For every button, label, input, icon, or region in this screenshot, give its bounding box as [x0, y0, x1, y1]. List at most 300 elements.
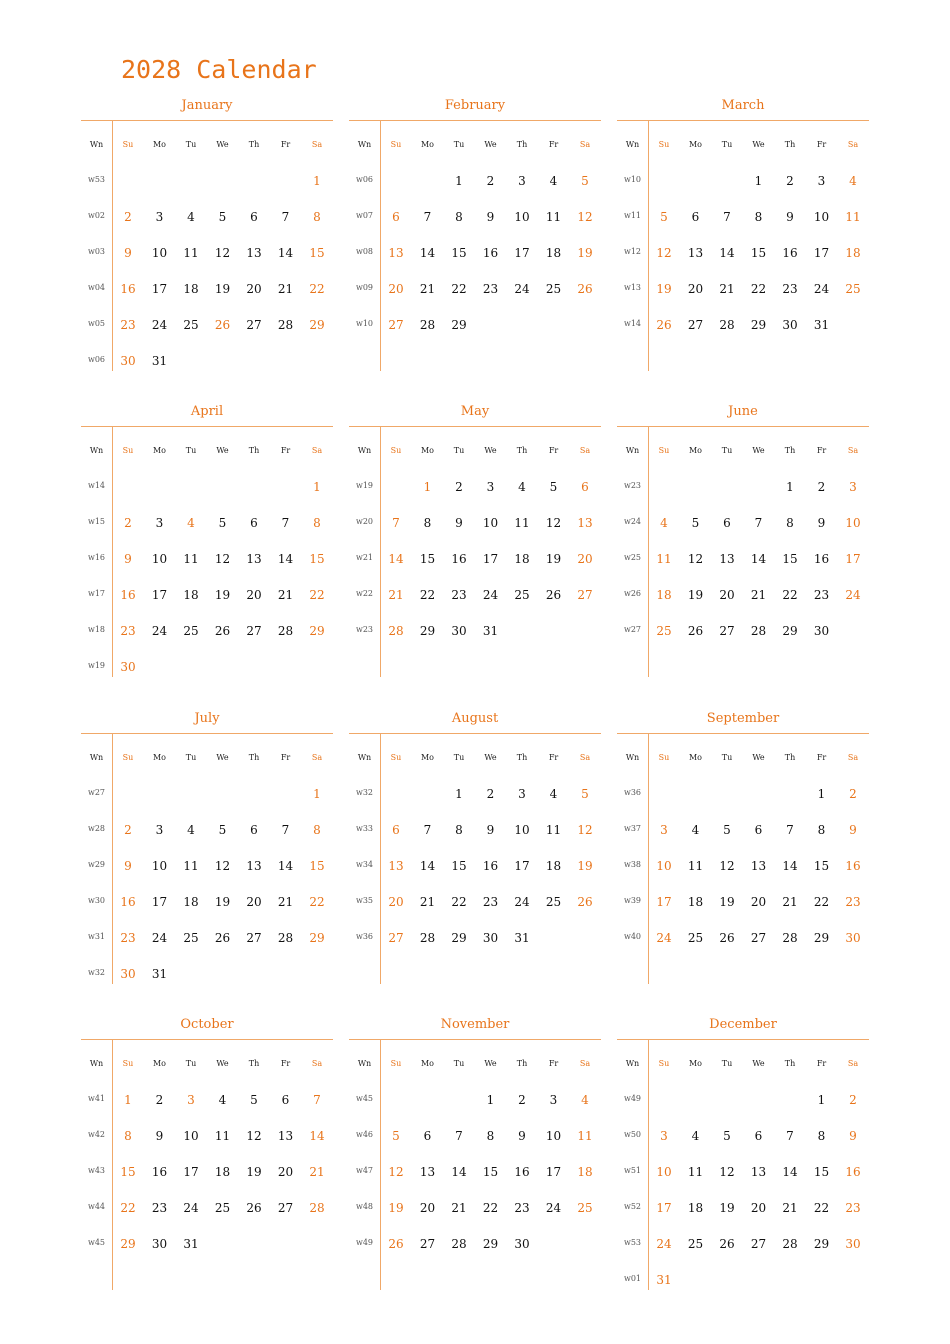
weekday-label: We: [752, 753, 765, 762]
day-cell: 2: [786, 174, 794, 188]
day-cell: 10: [482, 516, 499, 530]
day-cell: 9: [786, 210, 794, 224]
week-row: [349, 1200, 601, 1236]
day-cell: 22: [813, 895, 830, 909]
day-cell: 25: [656, 624, 672, 638]
week-row: [81, 930, 333, 966]
day-cell: 3: [660, 1129, 668, 1143]
week-row: [617, 1200, 869, 1236]
day-cell: 14: [277, 552, 294, 566]
week-number: w05: [87, 319, 106, 328]
day-cell: 30: [845, 1237, 861, 1251]
weekday-label: Mo: [152, 446, 166, 455]
month-name: October: [180, 1017, 234, 1032]
day-cell: 22: [750, 282, 767, 296]
day-cell: 23: [120, 318, 136, 332]
day-cell: 26: [656, 318, 672, 332]
day-cell: 17: [151, 282, 168, 296]
weekday-label: Wn: [89, 446, 104, 455]
day-cell: 14: [750, 552, 767, 566]
day-cell: 19: [246, 1165, 262, 1179]
weekday-label: We: [216, 1059, 229, 1068]
day-cell: 21: [388, 588, 404, 602]
day-cell: 22: [309, 588, 325, 602]
weekday-label: Fr: [816, 140, 827, 149]
day-cell: 25: [183, 624, 199, 638]
week-number: w27: [623, 625, 642, 634]
week-number: w22: [355, 589, 374, 598]
day-cell: 10: [151, 859, 168, 873]
day-cell: 31: [514, 931, 530, 945]
week-row: [349, 587, 601, 623]
weekday-label: Su: [658, 753, 670, 762]
header-rule: [617, 120, 869, 121]
week-row: [81, 1092, 333, 1128]
day-cell: 19: [577, 246, 593, 260]
day-cell: 18: [845, 246, 861, 260]
day-cell: 7: [786, 1129, 794, 1143]
day-cell: 9: [486, 823, 495, 837]
weekday-label: Sa: [847, 1059, 859, 1068]
day-cell: 25: [545, 895, 562, 909]
day-cell: 27: [750, 1237, 767, 1251]
day-cell: 15: [782, 552, 798, 566]
day-cell: 26: [214, 931, 231, 945]
week-number: w16: [87, 553, 106, 562]
weekday-label: Su: [390, 1059, 402, 1068]
day-cell: 6: [581, 480, 589, 494]
day-cell: 8: [124, 1129, 132, 1143]
week-row: [81, 515, 333, 551]
week-row: [617, 245, 869, 281]
weekday-label: Su: [122, 140, 134, 149]
weekday-label: Th: [516, 446, 528, 455]
week-row: [349, 281, 601, 317]
month-december: [617, 1017, 869, 1307]
day-cell: 8: [817, 1129, 826, 1143]
day-cell: 28: [277, 931, 294, 945]
day-cell: 19: [214, 895, 231, 909]
weekday-label: Wn: [625, 753, 640, 762]
weekday-label: Wn: [625, 446, 640, 455]
week-number: w41: [87, 1094, 106, 1103]
week-row: [349, 822, 601, 858]
day-cell: 11: [183, 246, 199, 260]
weekday-label: Th: [516, 753, 528, 762]
week-number: w51: [623, 1166, 642, 1175]
week-row: [617, 623, 869, 659]
day-cell: 6: [250, 516, 258, 530]
day-cell: 11: [545, 210, 562, 224]
week-number: w15: [87, 517, 106, 526]
day-cell: 11: [545, 823, 562, 837]
day-cell: 10: [514, 210, 530, 224]
day-cell: 12: [214, 552, 231, 566]
month-july: [81, 711, 333, 1001]
weekday-label: Mo: [688, 140, 702, 149]
weekday-header: [617, 137, 869, 173]
day-cell: 14: [419, 246, 436, 260]
day-cell: 25: [545, 282, 562, 296]
weekday-label: Wn: [89, 140, 104, 149]
week-number: w26: [623, 589, 642, 598]
week-row: [617, 515, 869, 551]
day-cell: 15: [120, 1165, 136, 1179]
day-cell: 15: [309, 859, 325, 873]
month-name: August: [451, 711, 499, 726]
month-october: [81, 1017, 333, 1307]
day-cell: 28: [277, 624, 294, 638]
month-name: May: [460, 404, 490, 419]
weekday-label: Fr: [548, 1059, 559, 1068]
day-cell: 29: [782, 624, 798, 638]
day-cell: 11: [577, 1129, 593, 1143]
weekday-label: Mo: [152, 1059, 166, 1068]
day-cell: 7: [313, 1093, 321, 1107]
day-cell: 16: [451, 552, 467, 566]
weekday-label: We: [216, 753, 229, 762]
day-cell: 20: [246, 895, 262, 909]
day-cell: 26: [719, 1237, 735, 1251]
week-row: [349, 317, 601, 353]
week-number: w43: [87, 1166, 106, 1175]
day-cell: 20: [388, 895, 404, 909]
day-cell: 26: [246, 1201, 262, 1215]
day-cell: 2: [155, 1093, 164, 1107]
week-row: [81, 209, 333, 245]
day-cell: 7: [455, 1129, 463, 1143]
day-cell: 21: [419, 282, 436, 296]
week-number: w06: [87, 355, 106, 364]
weekday-label: Tu: [721, 1059, 733, 1068]
day-cell: 16: [482, 859, 499, 873]
weekday-label: Su: [658, 1059, 670, 1068]
header-rule: [81, 733, 333, 734]
day-cell: 13: [246, 859, 262, 873]
day-cell: 21: [309, 1165, 325, 1179]
week-number: w18: [87, 625, 106, 634]
day-cell: 24: [183, 1201, 199, 1215]
day-cell: 21: [719, 282, 735, 296]
month-november: [349, 1017, 601, 1307]
weekday-label: Tu: [185, 753, 197, 762]
day-cell: 16: [782, 246, 798, 260]
day-cell: 1: [786, 480, 794, 494]
day-cell: 21: [451, 1201, 467, 1215]
day-cell: 19: [719, 895, 735, 909]
week-row: [617, 317, 869, 353]
month-name: December: [709, 1017, 777, 1032]
day-cell: 7: [281, 516, 290, 530]
week-number: w44: [87, 1202, 106, 1211]
week-number: w39: [623, 896, 642, 905]
day-cell: 12: [545, 516, 562, 530]
day-cell: 2: [124, 823, 132, 837]
day-cell: 21: [277, 588, 294, 602]
day-cell: 1: [313, 174, 321, 188]
weekday-label: Th: [516, 1059, 528, 1068]
weekday-label: Fr: [816, 446, 827, 455]
month-name: November: [440, 1017, 510, 1032]
day-cell: 31: [151, 354, 168, 368]
day-cell: 19: [656, 282, 672, 296]
month-march: [617, 98, 869, 388]
day-cell: 22: [782, 588, 798, 602]
day-cell: 1: [817, 787, 826, 801]
day-cell: 14: [277, 246, 294, 260]
day-cell: 3: [549, 1093, 558, 1107]
week-number: w12: [623, 247, 642, 256]
day-cell: 6: [250, 823, 258, 837]
weekday-label: Tu: [453, 753, 465, 762]
weekday-header: [81, 137, 333, 173]
week-row: [349, 515, 601, 551]
day-cell: 18: [514, 552, 530, 566]
day-cell: 5: [218, 210, 227, 224]
weekday-label: Th: [516, 140, 528, 149]
weekday-label: Tu: [453, 446, 465, 455]
day-cell: 3: [486, 480, 495, 494]
weekday-label: Tu: [185, 140, 197, 149]
weekday-label: Su: [122, 753, 134, 762]
day-cell: 4: [549, 787, 558, 801]
weekday-label: We: [752, 446, 765, 455]
day-cell: 20: [577, 552, 593, 566]
day-cell: 3: [817, 174, 826, 188]
day-cell: 30: [151, 1237, 168, 1251]
day-cell: 26: [214, 624, 231, 638]
day-cell: 14: [388, 552, 404, 566]
day-cell: 27: [246, 318, 262, 332]
week-row: [349, 551, 601, 587]
day-cell: 16: [120, 895, 136, 909]
day-cell: 5: [723, 1129, 731, 1143]
day-cell: 31: [656, 1273, 672, 1287]
week-row: [81, 659, 333, 695]
day-cell: 29: [451, 931, 467, 945]
day-cell: 6: [691, 210, 700, 224]
day-cell: 22: [451, 282, 467, 296]
day-cell: 10: [845, 516, 861, 530]
day-cell: 7: [723, 210, 731, 224]
week-number: w20: [355, 517, 374, 526]
day-cell: 17: [656, 1201, 672, 1215]
day-cell: 5: [581, 787, 589, 801]
day-cell: 6: [754, 823, 763, 837]
day-cell: 20: [750, 895, 767, 909]
day-cell: 10: [545, 1129, 562, 1143]
day-cell: 2: [455, 480, 463, 494]
day-cell: 10: [151, 552, 168, 566]
day-cell: 8: [455, 210, 463, 224]
weekday-label: Th: [248, 446, 260, 455]
weekday-label: Sa: [579, 753, 591, 762]
week-number: w03: [87, 247, 106, 256]
day-cell: 31: [183, 1237, 199, 1251]
day-cell: 18: [183, 588, 199, 602]
day-cell: 23: [845, 1201, 861, 1215]
day-cell: 29: [813, 931, 830, 945]
day-cell: 14: [419, 859, 436, 873]
week-number: w17: [87, 589, 106, 598]
page-title: 2028 Calendar: [121, 55, 317, 84]
day-cell: 8: [754, 210, 763, 224]
day-cell: 1: [455, 174, 463, 188]
day-cell: 30: [120, 660, 136, 674]
weekday-label: Fr: [280, 1059, 291, 1068]
week-number: w23: [355, 625, 374, 634]
week-number: w49: [355, 1238, 374, 1247]
day-cell: 5: [581, 174, 589, 188]
day-cell: 13: [719, 552, 735, 566]
day-cell: 12: [214, 246, 231, 260]
week-row: [81, 353, 333, 389]
day-cell: 5: [392, 1129, 400, 1143]
day-cell: 14: [309, 1129, 325, 1143]
day-cell: 26: [214, 318, 231, 332]
day-cell: 21: [750, 588, 767, 602]
weekday-label: Tu: [721, 753, 733, 762]
week-number: w07: [355, 211, 374, 220]
week-number: w21: [355, 553, 374, 562]
day-cell: 24: [514, 282, 530, 296]
week-number: w28: [87, 824, 106, 833]
month-name: July: [194, 711, 220, 726]
week-row: [349, 858, 601, 894]
day-cell: 15: [813, 859, 830, 873]
day-cell: 6: [723, 516, 731, 530]
weekday-label: Fr: [280, 753, 291, 762]
week-number: w50: [623, 1130, 642, 1139]
week-row: [81, 1236, 333, 1272]
day-cell: 17: [151, 895, 168, 909]
weekday-header: [617, 1056, 869, 1092]
weekday-label: Tu: [721, 140, 733, 149]
day-cell: 24: [656, 931, 672, 945]
week-number: w37: [623, 824, 642, 833]
week-row: [81, 173, 333, 209]
month-september: [617, 711, 869, 1001]
day-cell: 9: [155, 1129, 164, 1143]
day-cell: 8: [486, 1129, 495, 1143]
day-cell: 1: [423, 480, 432, 494]
day-cell: 28: [750, 624, 767, 638]
header-rule: [349, 120, 601, 121]
day-cell: 20: [687, 282, 704, 296]
weekday-label: Wn: [625, 140, 640, 149]
week-row: [81, 786, 333, 822]
day-cell: 23: [813, 588, 830, 602]
weekday-label: We: [216, 140, 229, 149]
month-june: [617, 404, 869, 694]
weekday-label: Th: [248, 140, 260, 149]
day-cell: 20: [246, 588, 262, 602]
day-cell: 16: [845, 1165, 861, 1179]
day-cell: 2: [486, 787, 495, 801]
day-cell: 16: [151, 1165, 168, 1179]
day-cell: 8: [423, 516, 432, 530]
week-row: [81, 822, 333, 858]
week-number: w02: [87, 211, 106, 220]
day-cell: 9: [124, 246, 132, 260]
weekday-label: Su: [658, 446, 670, 455]
day-cell: 19: [214, 282, 231, 296]
header-rule: [349, 1039, 601, 1040]
day-cell: 30: [482, 931, 499, 945]
day-cell: 16: [845, 859, 861, 873]
week-row: [617, 1092, 869, 1128]
day-cell: 20: [277, 1165, 294, 1179]
weekday-label: Th: [784, 753, 796, 762]
week-row: [81, 587, 333, 623]
day-cell: 24: [514, 895, 530, 909]
weekday-label: Wn: [89, 1059, 104, 1068]
day-cell: 11: [687, 859, 704, 873]
day-cell: 15: [451, 859, 467, 873]
day-cell: 9: [817, 516, 826, 530]
week-number: w23: [623, 481, 642, 490]
day-cell: 30: [451, 624, 467, 638]
day-cell: 21: [782, 895, 798, 909]
day-cell: 28: [451, 1237, 467, 1251]
day-cell: 2: [124, 516, 132, 530]
day-cell: 15: [750, 246, 767, 260]
day-cell: 18: [183, 282, 199, 296]
day-cell: 7: [423, 210, 432, 224]
day-cell: 29: [419, 624, 436, 638]
week-row: [349, 173, 601, 209]
day-cell: 16: [813, 552, 830, 566]
weekday-label: Su: [390, 140, 402, 149]
weekday-label: Sa: [847, 140, 859, 149]
day-cell: 9: [124, 859, 132, 873]
day-cell: 23: [514, 1201, 530, 1215]
day-cell: 13: [419, 1165, 436, 1179]
week-row: [81, 1128, 333, 1164]
weekday-label: Sa: [579, 446, 591, 455]
weekday-label: Su: [122, 446, 134, 455]
day-cell: 27: [577, 588, 593, 602]
week-number: w19: [87, 661, 106, 670]
week-number: w46: [355, 1130, 374, 1139]
header-rule: [349, 733, 601, 734]
day-cell: 13: [277, 1129, 294, 1143]
week-number: w52: [623, 1202, 642, 1211]
day-cell: 10: [151, 246, 168, 260]
week-row: [617, 587, 869, 623]
day-cell: 12: [719, 1165, 735, 1179]
day-cell: 6: [392, 210, 400, 224]
week-row: [617, 209, 869, 245]
day-cell: 12: [214, 859, 231, 873]
day-cell: 28: [309, 1201, 325, 1215]
day-cell: 9: [849, 1129, 857, 1143]
day-cell: 13: [750, 859, 767, 873]
month-name: March: [721, 98, 765, 113]
month-august: [349, 711, 601, 1001]
day-cell: 8: [313, 210, 321, 224]
weekday-label: Th: [248, 1059, 260, 1068]
weekday-label: Th: [248, 753, 260, 762]
weekday-label: Su: [390, 446, 402, 455]
day-cell: 29: [750, 318, 767, 332]
week-number: w29: [87, 860, 106, 869]
day-cell: 9: [849, 823, 857, 837]
header-rule: [81, 120, 333, 121]
day-cell: 20: [246, 282, 262, 296]
day-cell: 24: [845, 588, 861, 602]
day-cell: 5: [549, 480, 558, 494]
